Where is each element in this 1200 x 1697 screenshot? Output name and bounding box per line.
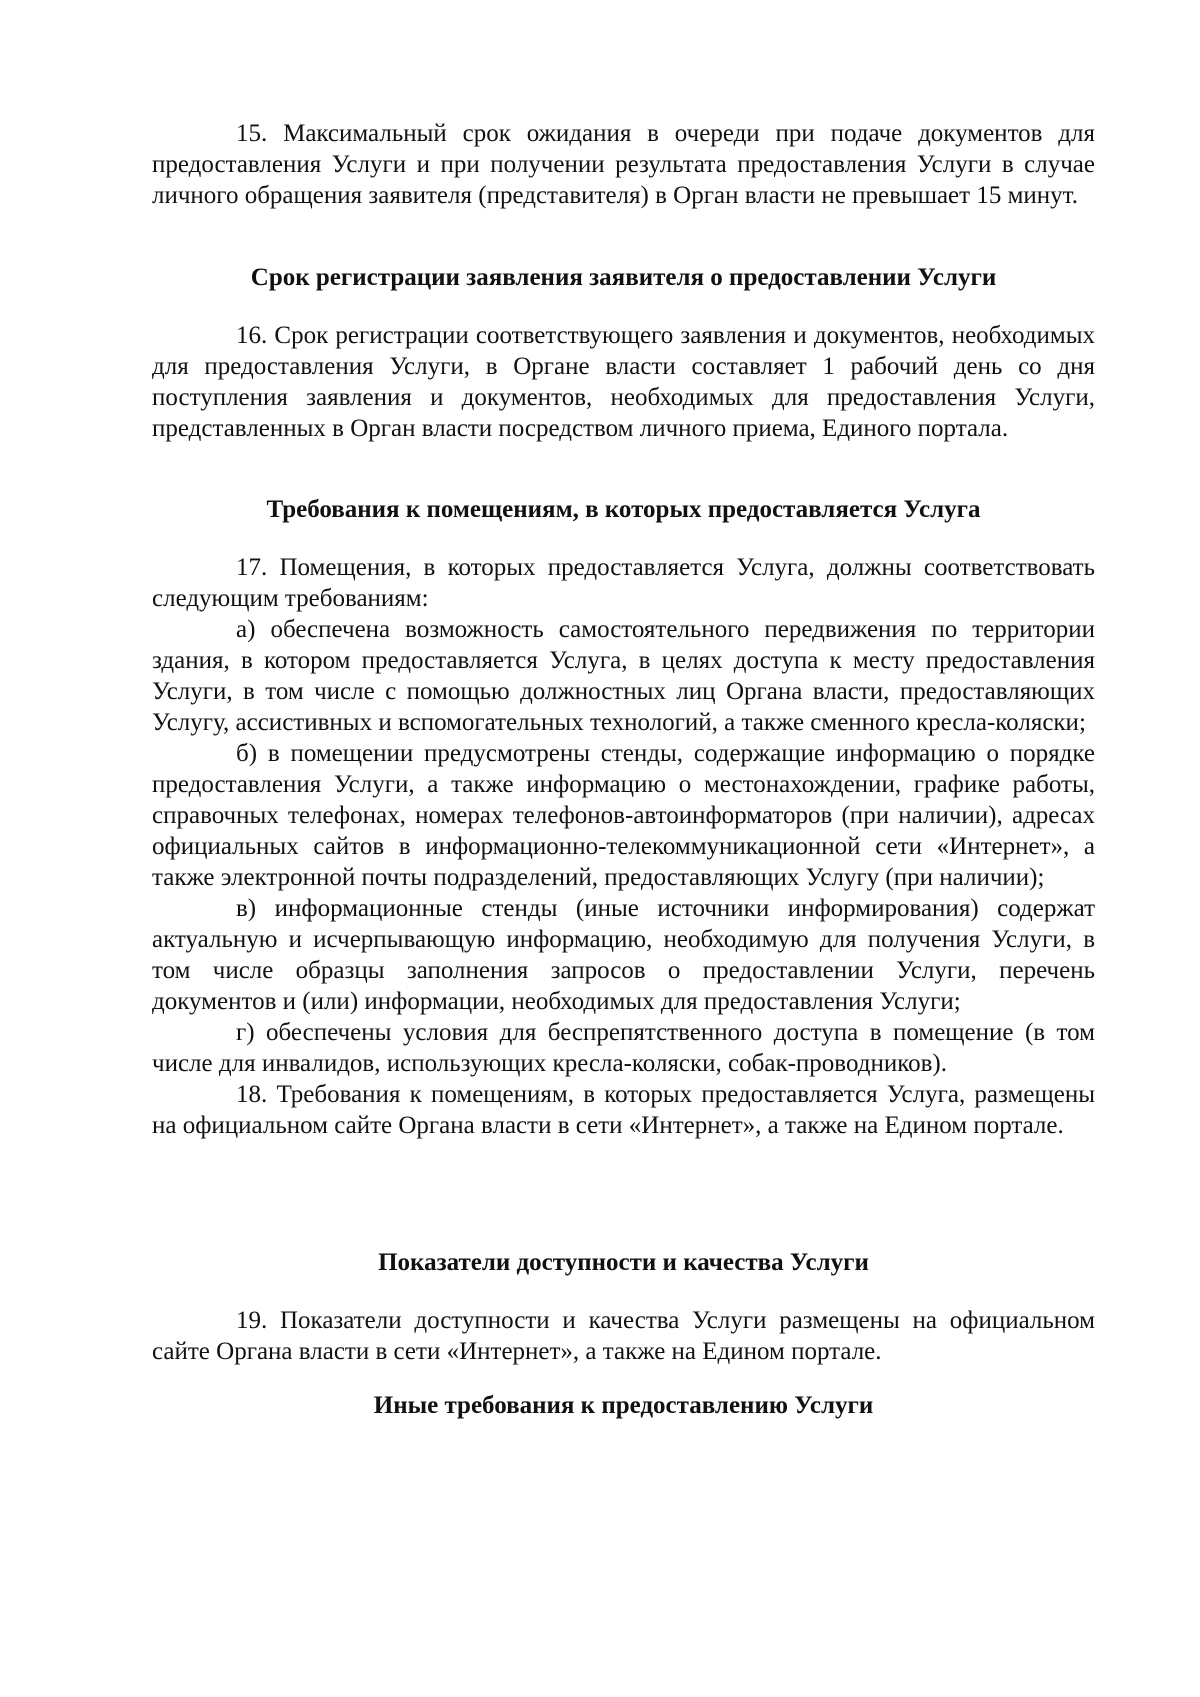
heading-accessibility-indicators: Показатели доступности и качества Услуги [378,1249,869,1276]
paragraph-16: 16. Срок регистрации соответствующего заявления и документов, необходимых для предоставления Услуги, в Органе власти составляет 1 рабочий день со дня поступления заявления и документов, необходимых для предоставления Услуги, представленных в Орган власти посредством личного приема, Единого портала. [152,322,1095,442]
paragraph-17-a: а) обеспечена возможность самостоятельного передвижения по территории здания, в котором предоставляется Услуга, в целях доступа к месту предоставления Услуги, в том числе с помощью должностных лиц Органа власти, предоставляющих Услугу, ассистивных и вспомогательных технологий, а также сменного кресла-коляски; [152,616,1095,736]
heading-other-requirements: Иные требования к предоставлению Услуги [373,1392,874,1419]
paragraph-17-v: в) информационные стенды (иные источники информирования) содержат актуальную и исчерпывающую информацию, необходимую для получения Услуги, в том числе образцы заполнения запросов о предоставлении Услуги, перечень документов и (или) информации, необходимых для предоставления Услуги; [152,895,1095,1015]
section-19 [152,1305,1095,1367]
section-15 [152,118,1095,211]
heading-premises-requirements: Требования к помещениям, в которых предоставляется Услуга [266,496,981,523]
heading-registration-term: Срок регистрации заявления заявителя о предоставлении Услуги [250,264,997,291]
paragraph-17: 17. Помещения, в которых предоставляется Услуга, должны соответствовать следующим требованиям: [152,554,1095,612]
section-16 [152,320,1095,444]
paragraph-15: 15. Максимальный срок ожидания в очереди при подаче документов для предоставления Услуги и при получении результата предоставления Услуги в случае личного обращения заявителя (представителя) в Орган власти не превышает 15 минут. [152,120,1095,209]
section-17-18 [152,552,1095,1141]
paragraph-18: 18. Требования к помещениям, в которых предоставляется Услуга, размещены на официальном сайте Органа власти в сети «Интернет», а также на Едином портале. [152,1081,1095,1139]
paragraph-17-b: б) в помещении предусмотрены стенды, содержащие информацию о порядке предоставления Услуги, а также информацию о местонахождении, графике работы, справочных телефонах, номерах телефонов-автоинформаторов (при наличии), адресах официальных сайтов в информационно-телекоммуникационной сети «Интернет», а также электронной почты подразделений, предоставляющих Услугу (при наличии); [152,740,1095,891]
paragraph-17-g: г) обеспечены условия для беспрепятственного доступа в помещение (в том числе для инвалидов, использующих кресла-коляски, собак-проводников). [152,1019,1095,1077]
paragraph-19: 19. Показатели доступности и качества Услуги размещены на официальном сайте Органа власти в сети «Интернет», а также на Едином портале. [152,1307,1095,1365]
